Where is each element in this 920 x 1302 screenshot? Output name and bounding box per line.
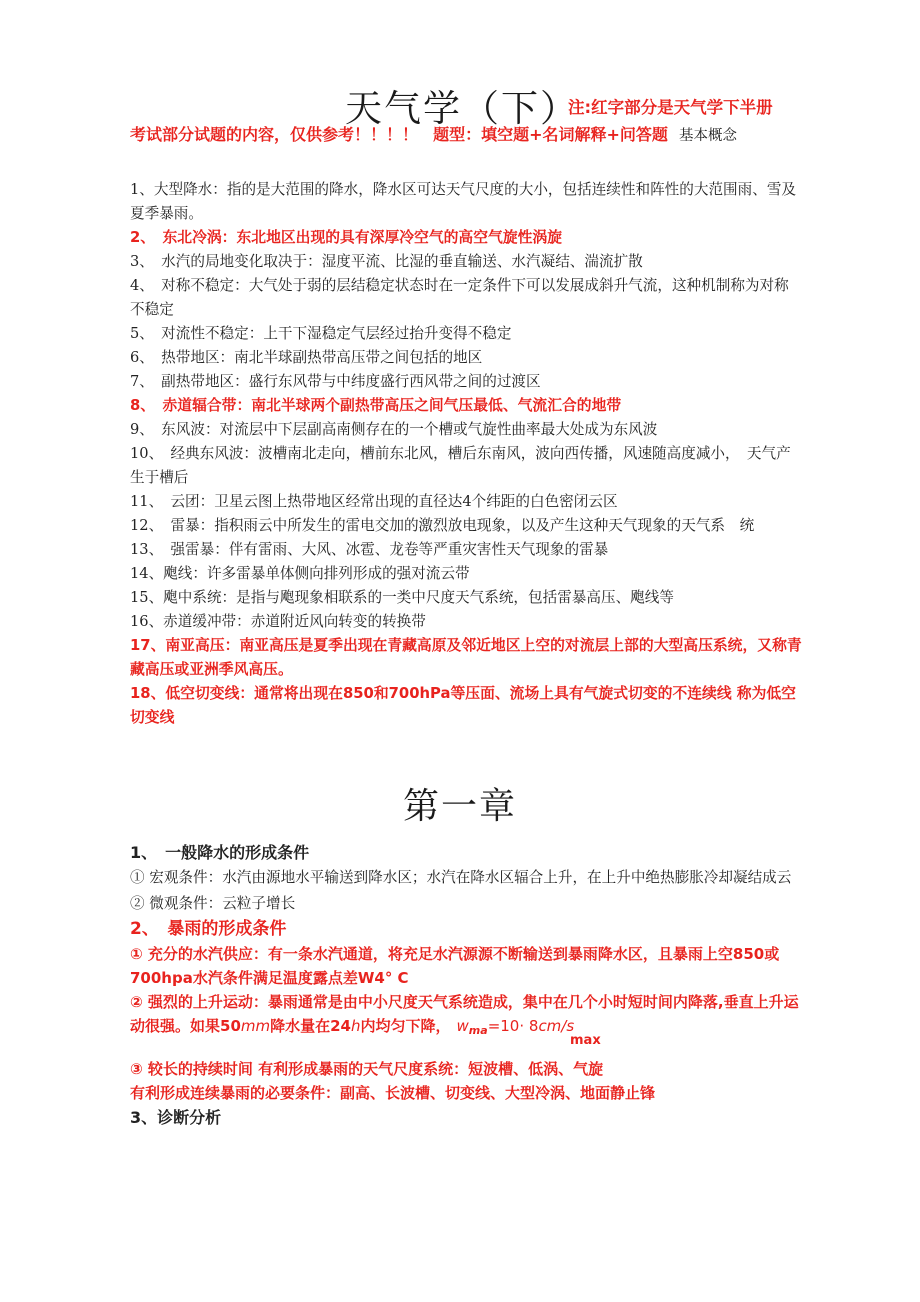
concept-item: 18、低空切变线：通常将出现在850和700hPa等压面、流场上具有气旋式切变的不连续线 称为低空切变线 xyxy=(130,685,796,726)
concept-item: 1、大型降水：指的是大范围的降水，降水区可达天气尺度的大小，包括连续性和阵性的大范围雨、雪及夏季暴雨。 xyxy=(130,181,797,222)
intro-line xyxy=(130,122,802,149)
section-1-micro: ② 微观条件：云粒子增长 xyxy=(130,895,296,912)
question-types: 题型：填空题+名词解释+问答题 xyxy=(433,125,668,144)
section-2-updraft xyxy=(130,990,802,1043)
max-label: max xyxy=(570,1033,601,1048)
unit-h: h xyxy=(350,1017,361,1035)
unit-cm-s: cm/s xyxy=(538,1017,575,1035)
concept-item: 16、赤道缓冲带：赤道附近风向转变的转换带 xyxy=(130,613,426,630)
page-title: 天气学（下） xyxy=(345,87,579,130)
concept-item: 7、 副热带地区：盛行东风带与中纬度盛行西风带之间的过渡区 xyxy=(130,373,541,390)
symbol-w: w xyxy=(456,1017,469,1035)
chapter-title: 第一章 xyxy=(402,786,517,827)
concept-item: 8、 赤道辐合带：南北半球两个副热带高压之间气压最低、气流汇合的地带 xyxy=(130,397,622,414)
concept-item: 17、南亚高压：南亚高压是夏季出现在青藏高原及邻近地区上空的对流层上部的大型高压系统，又称青藏高压或亚洲季风高压。 xyxy=(130,637,802,678)
updraft-text-c: 内均匀下降， xyxy=(360,1017,451,1035)
concept-item: 2、 东北冷涡：东北地区出现的具有深厚冷空气的高空气旋性涡旋 xyxy=(130,229,563,246)
section-3-heading: 3、诊断分析 xyxy=(130,1108,222,1127)
concept-item: 4、 对称不稳定：大气处于弱的层结稳定状态时在一定条件下可以发展成斜升气流，这种机制称为对称不稳定 xyxy=(130,277,789,318)
section-2-heading: 2、 暴雨的形成条件 xyxy=(130,919,287,939)
section-1-heading: 1、 一般降水的形成条件 xyxy=(130,843,310,862)
exam-note: 考试部分试题的内容，仅供参考！！！！ xyxy=(130,125,419,144)
concept-item: 10、 经典东风波：波槽南北走向，槽前东北风，槽后东南风，波向西传播，风速随高度减小， 天气产生于槽后 xyxy=(130,445,791,486)
title-row xyxy=(0,78,920,130)
concept-list xyxy=(130,178,802,730)
concept-item: 14、飑线：许多雷暴单体侧向排列形成的强对流云带 xyxy=(130,565,470,582)
unit-mm: mm xyxy=(240,1017,271,1035)
section-2-moisture: ① 充分的水汽供应：有一条水汽通道，将充足水汽源源不断输送到暴雨降水区，且暴雨上空850或700hpa水汽条件满足温度露点差W4° C xyxy=(130,945,780,987)
concept-item: 6、 热带地区：南北半球副热带高压带之间包括的地区 xyxy=(130,349,483,366)
updraft-equation: =10· 8 xyxy=(487,1017,539,1035)
basic-concepts-label: 基本概念 xyxy=(679,128,738,144)
concept-item: 13、 强雷暴：伴有雷雨、大风、冰雹、龙卷等严重灾害性天气现象的雷暴 xyxy=(130,541,609,558)
concept-item: 9、 东风波：对流层中下层副高南侧存在的一个槽或气旋性曲率最大处成为东风波 xyxy=(130,421,658,438)
concept-item: 5、 对流性不稳定：上干下湿稳定气层经过抬升变得不稳定 xyxy=(130,325,512,342)
section-2-duration: ③ 较长的持续时间 有利形成暴雨的天气尺度系统：短波槽、低涡、气旋 xyxy=(130,1060,604,1078)
concept-item: 3、 水汽的局地变化取决于：湿度平流、比湿的垂直输送、水汽凝结、湍流扩散 xyxy=(130,253,643,270)
updraft-text-a: ② 强烈的上升运动：暴雨通常是由中小尺度天气系统造成，集中在几个小时短时间内降落,垂直上升运动很强。如果50 xyxy=(130,993,799,1035)
symbol-w-sub: ma xyxy=(468,1024,488,1037)
title-note: 注:红字部分是天气学下半册 xyxy=(568,98,773,117)
chapter-body xyxy=(130,840,802,1131)
updraft-text-b: 降水量在24 xyxy=(270,1017,351,1035)
section-2-continuous: 有利形成连续暴雨的必要条件：副高、长波槽、切变线、大型冷涡、地面静止锋 xyxy=(130,1084,656,1102)
concept-item: 11、 云团：卫星云图上热带地区经常出现的直径达4个纬距的白色密闭云区 xyxy=(130,493,618,510)
concept-item: 12、 雷暴：指积雨云中所发生的雷电交加的激烈放电现象，以及产生这种天气现象的天气系 统 xyxy=(130,517,755,534)
section-1-macro: ① 宏观条件：水汽由源地水平输送到降水区；水汽在降水区辐合上升，在上升中绝热膨胀冷却凝结成云 xyxy=(130,869,792,886)
concept-item: 15、飑中系统：是指与飑现象相联系的一类中尺度天气系统，包括雷暴高压、飑线等 xyxy=(130,589,674,606)
max-subscript-row xyxy=(130,1033,802,1053)
